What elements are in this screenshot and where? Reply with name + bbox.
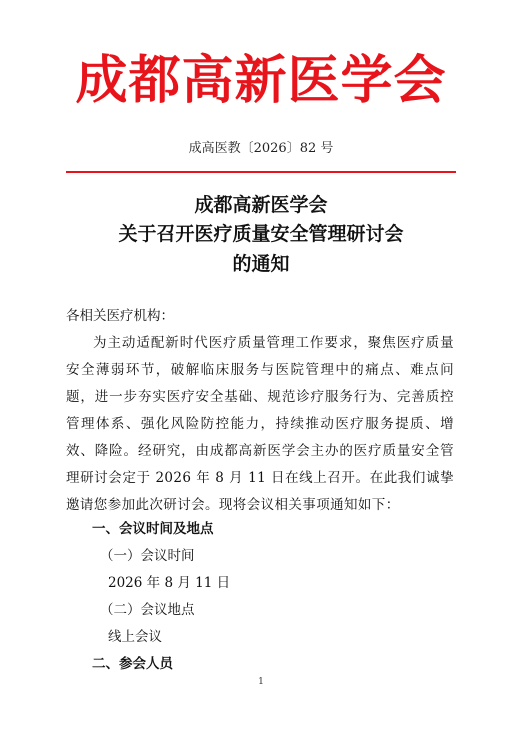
document-number: 成高医教〔2026〕82 号 xyxy=(188,141,334,156)
meeting-location: 线上会议 xyxy=(108,629,162,645)
subsection-meeting-location: （二）会议地点 xyxy=(100,602,195,618)
notice-title-line-1: 成都高新医学会 xyxy=(194,194,328,216)
meeting-date: 2026 年 8 月 11 日 xyxy=(108,575,231,591)
intro-paragraph: 为主动适配新时代医疗质量管理工作要求，聚焦医疗质量安全薄弱环节，破解临床服务与医院管理中的痛点、难点问题，进一步夯实医疗安全基础、规范诊疗服务行为、完善质控管理体系、强化风险防控能力，持续推动医疗服务提质、增效、降险。经研究，由成都高新医学会主办的医疗质量安全管理研讨会定于 2026 年 8 月 11 日在线上召开。在此我们诚挚邀请您参加此次研讨会。现将会议相关事项通知如下： xyxy=(66,335,454,513)
subsection-meeting-time: （一）会议时间 xyxy=(100,548,195,564)
section-1-heading: 一、会议时间及地点 xyxy=(92,521,214,537)
masthead-title: 成都高新医学会 xyxy=(75,51,447,111)
notice-title-line-2: 关于召开医疗质量安全管理研讨会 xyxy=(118,223,404,245)
section-2-heading: 二、参会人员 xyxy=(92,656,173,672)
page-number: 1 xyxy=(258,677,264,687)
notice-title-line-3: 的通知 xyxy=(232,253,290,275)
salutation: 各相关医疗机构： xyxy=(66,308,174,324)
red-divider-line xyxy=(66,171,456,173)
